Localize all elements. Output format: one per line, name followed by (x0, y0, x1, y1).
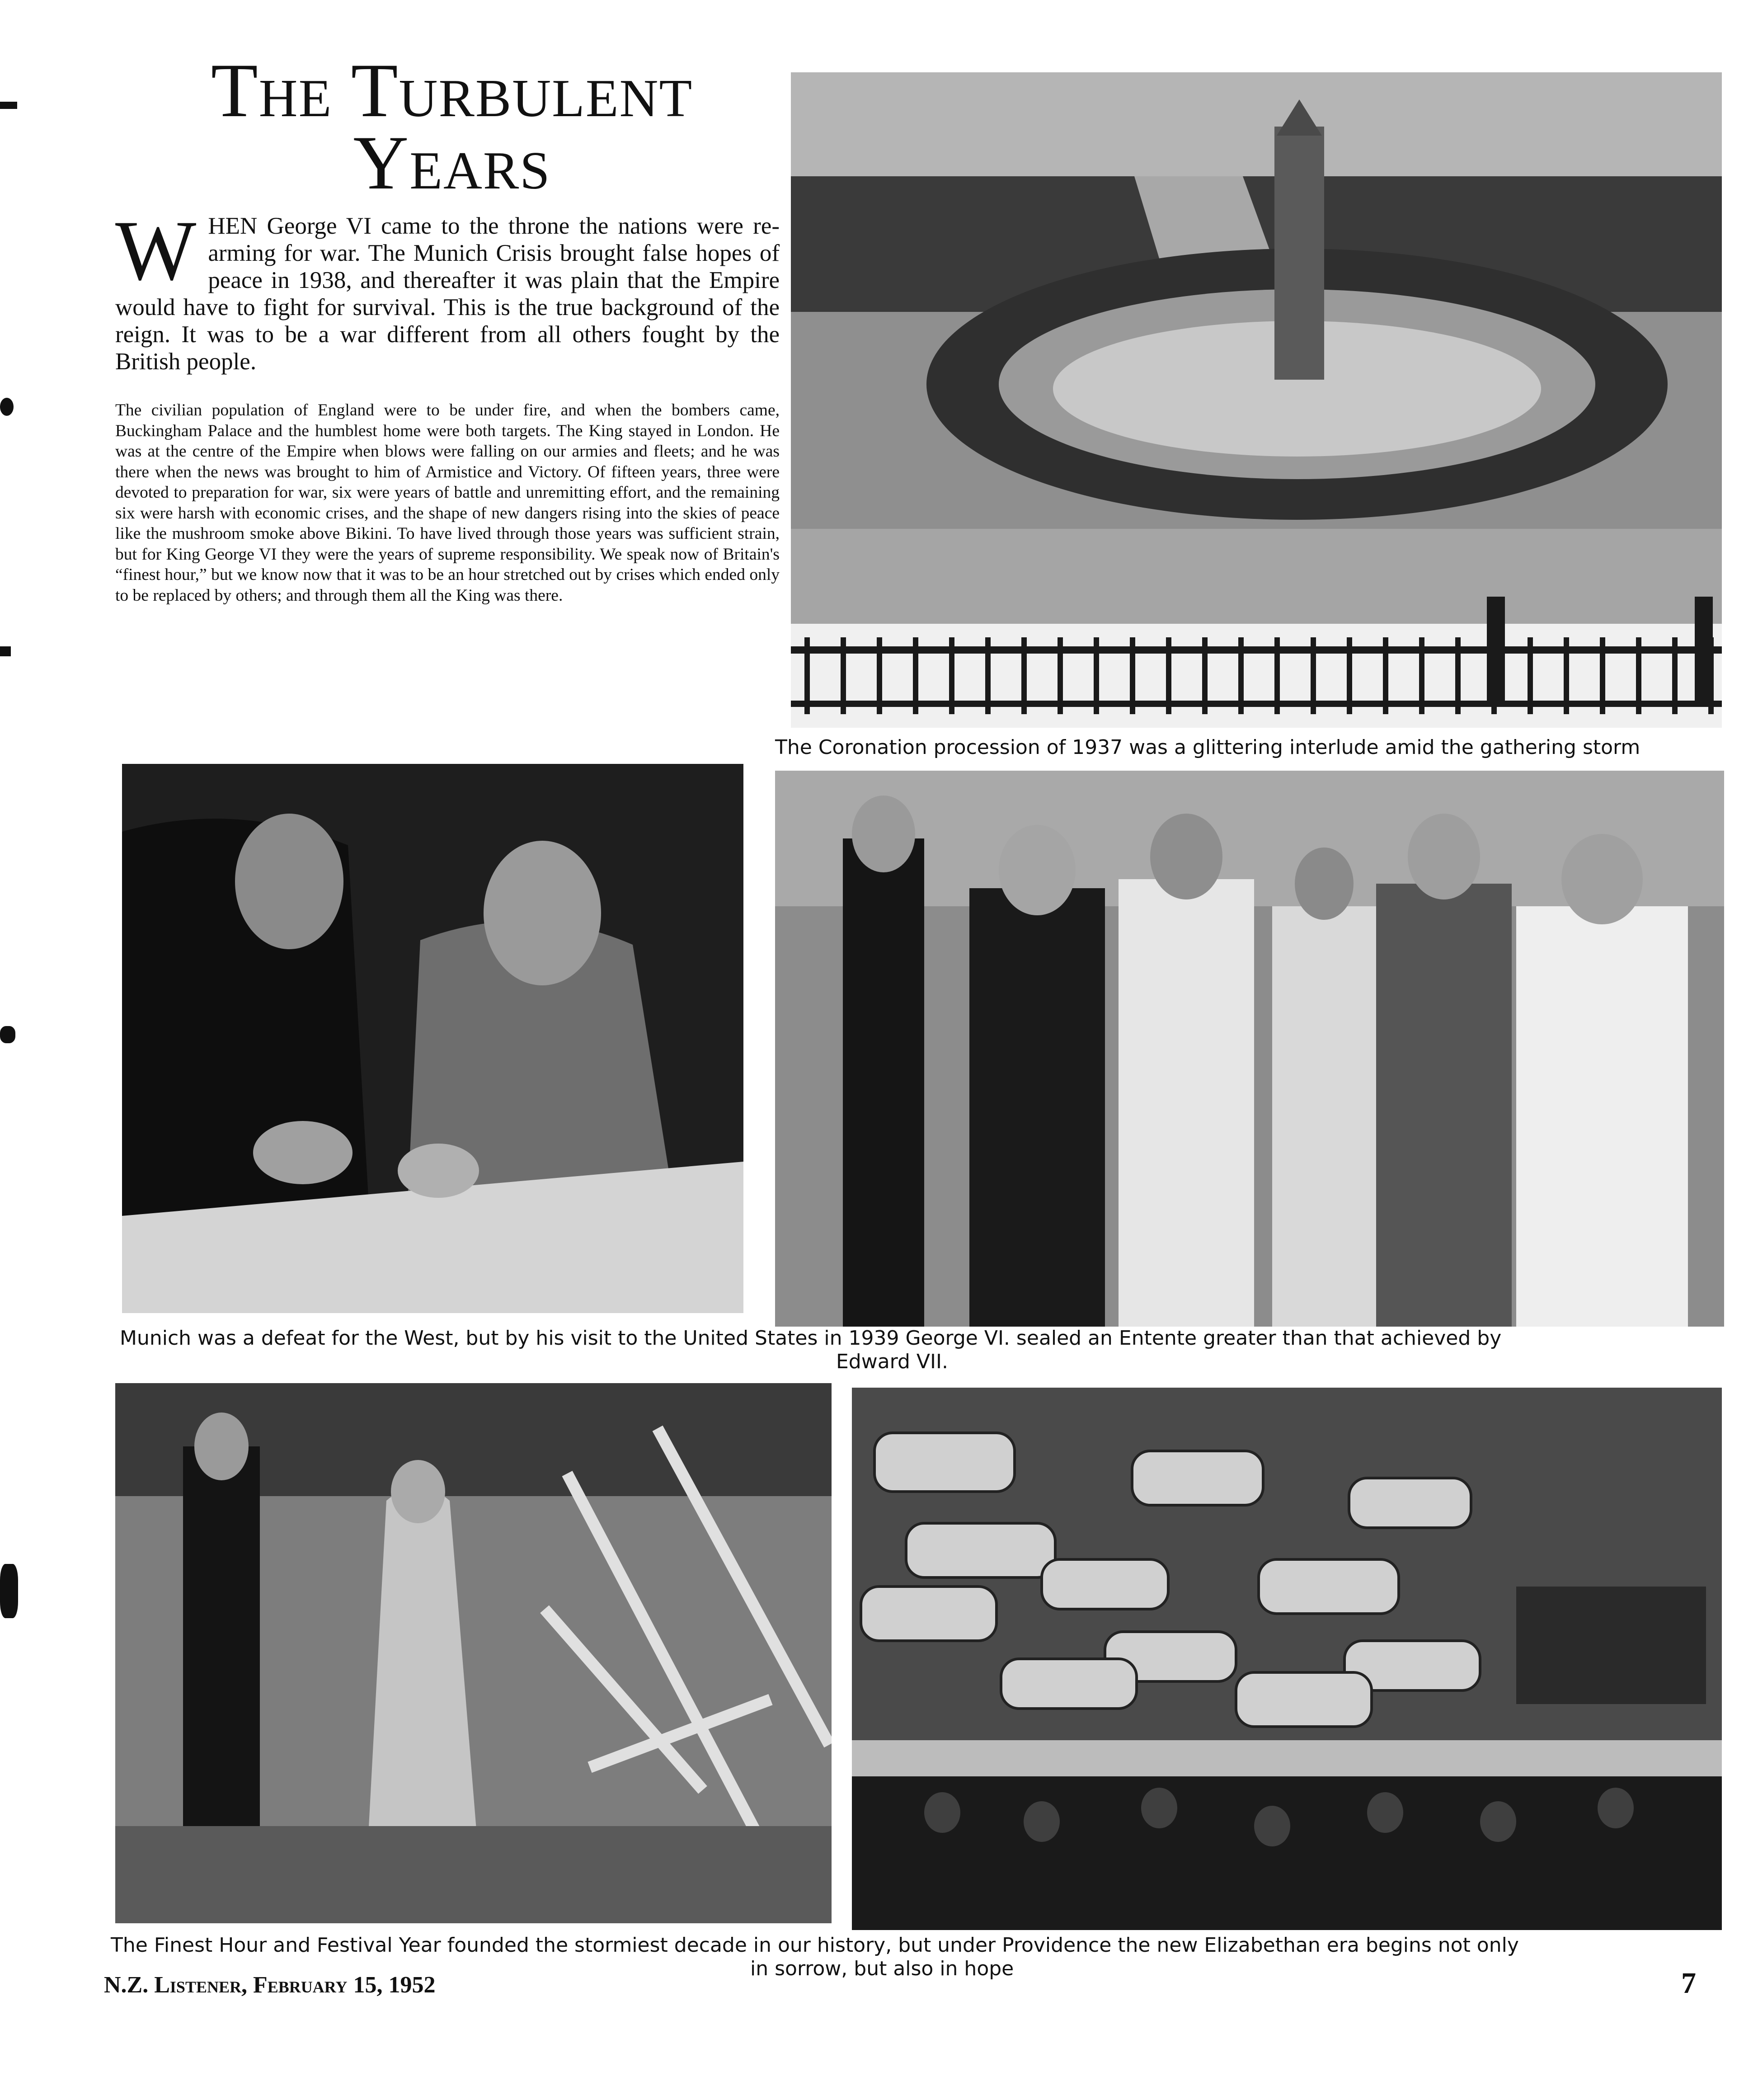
munich-photo-art (122, 764, 743, 1313)
us-visit-photo-art (775, 771, 1724, 1327)
margin-mark (0, 398, 14, 416)
intro-paragraph (115, 203, 780, 375)
margin-mark (0, 646, 11, 656)
munich-usa-caption: Munich was a defeat for the West, but by his visit to the United States in 1939 George VI. sealed an Entente greater than that achieved by (120, 1327, 1502, 1350)
coronation-caption: The Coronation procession of 1937 was a glittering interlude amid the gathering storm (775, 736, 1640, 759)
crowd-photo (852, 1388, 1722, 1930)
crowd-photo-art (852, 1388, 1722, 1930)
coronation-photo (791, 72, 1722, 728)
margin-mark (0, 1026, 15, 1043)
margin-mark (0, 1564, 18, 1618)
article-title: The Turbulent Years (211, 48, 693, 205)
munich-usa-caption-line2: Edward VII. (836, 1350, 948, 1373)
drop-cap: W (115, 203, 197, 298)
intro-text: HEN George VI came to the throne the nations were re-arming for war. The Munich Crisis brought false hopes of peace in 1938, and thereafter it was plain that the Empire would have to fight for survival. This is the true background of the reign. It was to be a war different from all others fought by the British people. (115, 213, 780, 375)
munich-photo (122, 764, 743, 1313)
body-paragraph: The civilian population of England were to be under fire, and when the bombers came, Buckingham Palace and the humblest home were both targets. The King stayed in London. He was at the centre of the Empire when blows were falling on our armies and fleets; and he was there when the news was brought to him of Armistice and Victory. Of fifteen years, three were devoted to preparation for war, six were years of battle and unremitting effort, and the remaining six were harsh with economic crises, and the shape of new dangers rising into the skies of peace like the mushroom smoke above Bikini. To have lived through those years was sufficient strain, but for King George VI they were the years of supreme responsibility. We speak now of Britain's “finest hour,” but we know now that it was to be an hour stretched out by crises which ended only to be replaced by others; and through them all the King was there. (115, 401, 780, 605)
finest-hour-caption-line2: in sorrow, but also in hope (750, 1957, 1014, 1980)
bomb-damage-photo (115, 1383, 832, 1923)
publication-footer: N.Z. Listener, February 15, 1952 (104, 1972, 436, 1998)
margin-mark (0, 102, 17, 109)
coronation-photo-art (791, 72, 1722, 728)
page-number: 7 (1681, 1967, 1696, 2000)
finest-hour-caption: The Finest Hour and Festival Year founded the stormiest decade in our history, but under Providence the new Elizabethan era begins not only (111, 1934, 1519, 1957)
bomb-damage-photo-art (115, 1383, 832, 1923)
us-visit-photo (775, 771, 1724, 1327)
